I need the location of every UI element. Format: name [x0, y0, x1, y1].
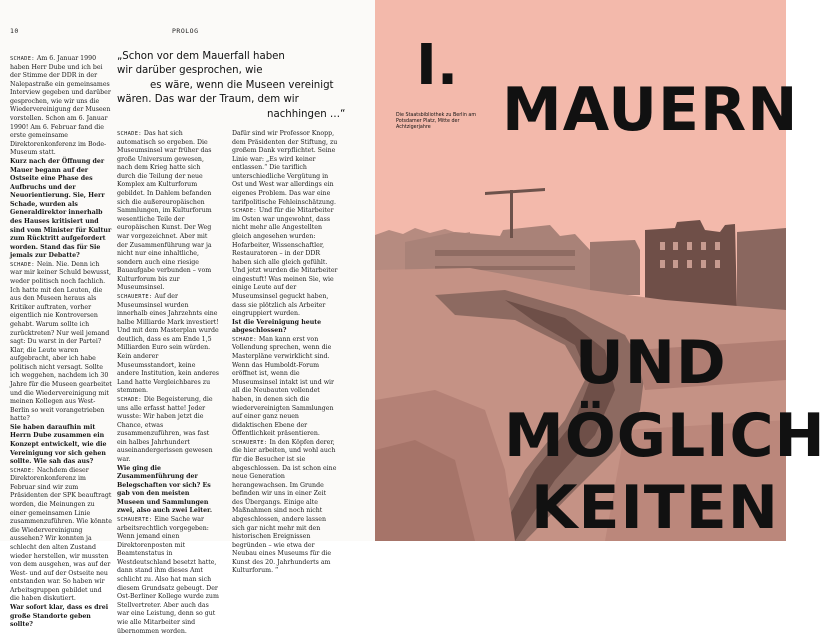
- answer-text: Eine Sache war arbeitsrechtlich vorgegeben: Wenn jemand einen Direktorenposten mit Beamtenstatus in Westdeutschland besetzt hatte, dann stand ihm dieses Amt schlicht zu. Also hat man sich diesem Grundsatz gebeugt. Der Ost-Berliner Kollege wurde zum Stellvertreter. Aber auch das war eine Leistung, denn so gut wie alle Mitarbeiter sind übernommen worden.: [117, 516, 219, 635]
- chapter-number: I.: [416, 33, 459, 98]
- photo-buildings-mid: [590, 240, 640, 295]
- answer-text: Nein. Nie. Denn ich war mir keiner Schuld bewusst, weder politisch noch fachlich. Ich hatte mit den Leuten, die aus den Museen heraus als Kritiker auftraten, vorher eigentlich nie Kontroversen gehabt. Warum sollte ich zurücktreten? Nur weil jemand sagt: Du warst in der Partei? Klar, die Leute waren aufgebracht, aber ich habe politisch nicht versagt. Sollte ich weggehen, nachdem ich 30 Jahre für die Museen gearbeitet und die Wiedervereinigung mit meinen Kollegen aus West-Berlin so weit vorangetrieben hatte?: [10, 260, 112, 423]
- quote-line: es wäre, wenn die Museen vereinigt: [150, 79, 334, 91]
- photo-crane: [510, 190, 513, 238]
- paragraph: [232, 336, 339, 439]
- answer-text: Das hat sich automatisch so ergeben. Die Museumsinsel war früher das große Universum gewesen, nach dem Krieg hatte sich durch die Teilung der neue Komplex am Kulturforum gebildet. In Dahlem befanden sich die außereuropäischen Sammlungen, im Kulturforum wesentliche Teile der europäischen Kunst. Der Weg war vorgezeichnet. Aber mit der Zusammenführung war ja nicht nur eine inhaltliche, sondern auch eine riesige Bauaufgabe verbunden – vom Kulturforum bis zur Museumsinsel.: [117, 130, 212, 292]
- paragraph: [232, 439, 339, 576]
- speaker-label: SCHADE:: [10, 56, 35, 62]
- quote-line: nachhingen …“: [267, 108, 346, 120]
- photo-caption: Die Staatsbibliothek zu Berlin am Potsdamer Platz, Mitte der Achtzigerjahre: [396, 113, 477, 131]
- paragraph: [117, 293, 219, 396]
- answer-text: In den Köpfen derer, die hier arbeiten, und wohl auch für die Besucher ist sie abgeschlossen. Da ist schon eine neue Generation herangewachsen. Im Grunde befinden wir uns in einer Zeit des Übergangs. Einige alte Maßnahmen sind noch nicht abgeschlossen, andere lassen sich gar nicht mehr mit den historischen Ereignissen begründen – wie etwa der Neubau eines Museums für die Kunst des 20. Jahrhunderts am Kulturforum.: [232, 438, 337, 575]
- quote-line: wir darüber gesprochen, wie: [117, 65, 263, 77]
- speaker-label: SCHADE:: [232, 208, 257, 215]
- speaker-label: SCHADE:: [10, 261, 35, 268]
- text-column-1: [10, 55, 112, 630]
- chapter-title-line-4: KEITEN: [531, 473, 779, 543]
- quote-line: „Schon vor dem Mauerfall haben: [117, 51, 285, 62]
- chapter-title-line-2: UND: [575, 328, 727, 398]
- answer-text: Man kann erst von Vollendung sprechen, wenn die Masterpläne verwirklicht sind. Wenn das Humboldt-Forum eröffnet ist, wenn die Museumsinsel intakt ist und wir all die Neubauten vollendet haben, in denen sich die wiedervereinigten Sammlungen auf einer ganz neuen didaktischen Ebene der Öffentlichkeit präsentieren.: [232, 335, 335, 438]
- speaker-label: SCHADE:: [10, 467, 35, 474]
- speaker-label: SCHAUERTE:: [117, 293, 153, 300]
- chapter-title-line-3: MÖGLICH: [504, 401, 826, 471]
- answer-text: Und für die Mitarbeiter im Osten war ungewohnt, dass nicht mehr alle Angestellten gleich angesehen wurden: Hofarbeiter, Wissenschaftler, Restauratoren – in der DDR haben sich alle gleich gefühlt. Und jetzt wurden die Mitarbeiter eingestuft! Was meinen Sie, wie einige Leute auf der Museumsinsel geguckt haben, dass sie plötzlich als Arbeiter eingruppiert wurden.: [232, 207, 338, 318]
- speaker-label: SCHADE:: [117, 131, 142, 137]
- right-page: [375, 0, 826, 543]
- speaker-label: SCHADE:: [117, 396, 142, 403]
- text-column-3: [232, 130, 339, 576]
- photo-buildings-right: [737, 228, 786, 320]
- left-page: [0, 0, 375, 635]
- paragraph: [10, 55, 112, 158]
- answer-text: Nachdem dieser Direktorenkonferenz im Februar sind wir zum Präsidenten der SPK beauftragt worden, die Meinungen zu einer gemeinsamen Linie zusammenzuführen. Wie könnte die Wiedervereinigung aussehen? Wir konnten ja schlecht den alten Zustand wieder herstellen, wir mussten von dem ausgehen, was auf der West- und auf der Ostseite neu entstanden war. So haben wir Arbeitsgruppen gebildet und die haben diskutiert.: [10, 466, 113, 603]
- interview-question: War sofort klar, dass es drei große Standorte geben sollte?: [10, 604, 109, 629]
- answer-text: Die Begeisterung, die uns alle erfasst hatte! Jeder wusste: Wir haben jetzt die Chance, etwas zusammenzuführen, was fast ein halbes Jahrhundert auseinandergerissen gewesen war.: [117, 395, 213, 463]
- interview-question: Wie ging die Zusammenführung der Belegschaften vor sich? Es gab von den meisten Museen und Sammlungen zwei, also auch zwei Leiter.: [117, 464, 212, 515]
- quote-line: wären. Das war der Traum, dem wir: [117, 94, 299, 106]
- paragraph: [117, 396, 219, 465]
- speaker-label: SCHAUERTE:: [117, 517, 153, 524]
- answer-text: Am 6. Januar 1990 haben Herr Dube und ich bei der Stimme der DDR in der Nalepastraße ein gemeinsames Interview gegeben und darüber gesprochen, wie wir uns die Wiedervereinigung der Museen vorstellen. Schon am 6. Januar 1990! Am 6. Februar fand die erste gemeinsame Direktorenkonferenz im Bode-Museum statt.: [10, 55, 111, 157]
- end-mark-icon: ʺ: [275, 567, 279, 575]
- answer-text: Auf der Museumsinsel wurden innerhalb eines Jahrzehnts eine halbe Milliarde Mark investiert! Und mit dem Masterplan wurde deutlich, dass es am Ende 1,5 Milliarden Euro sein würden. Kein anderer Museumsstandort, keine andere Institution, kein anderes Land hatte Vergleichbares zu stemmen.: [117, 292, 219, 395]
- paragraph: Dafür sind wir Professor Knopp, dem Präsidenten der Stiftung, zu großem Dank verpflichtet. Seine Linie war: „Es wird keiner entlassen.“ Die tariflich unterschiedliche Vergütung in Ost und West war allerdings ein eigenes Problem. Das war eine tarifpolitische Fehleinschätzung.: [232, 130, 338, 206]
- speaker-label: SCHADE:: [232, 336, 257, 343]
- chapter-title-line-1: MAUERN: [502, 75, 799, 145]
- paragraph: [117, 130, 219, 293]
- text-column-2: [117, 130, 219, 636]
- paragraph: [117, 516, 219, 636]
- paragraph: [10, 261, 112, 424]
- interview-question: Sie haben daraufhin mit Herrn Dube zusammen ein Konzept entwickelt, wie die Vereinigung vor sich gehen sollte. Wie sah das aus?: [10, 423, 107, 466]
- interview-question: Kurz nach der Öffnung der Mauer begann auf der Ostseite eine Phase des Aufbruchs und der Neuorientierung. Sie, Herr Schade, wurden als Generaldirektor innerhalb des Hauses kritisiert und sind vom Minister für Kultur zum Rücktritt aufgefordert worden. Stand das für Sie jemals zur Debatte?: [10, 157, 112, 260]
- pull-quote: [117, 50, 367, 122]
- paragraph: [232, 207, 339, 319]
- page-number: 10: [10, 27, 19, 35]
- interview-question: Ist die Vereinigung heute abgeschlossen?: [232, 318, 322, 335]
- speaker-label: SCHAUERTE:: [232, 439, 268, 446]
- section-label: PROLOG: [172, 27, 199, 35]
- paragraph: [10, 467, 112, 604]
